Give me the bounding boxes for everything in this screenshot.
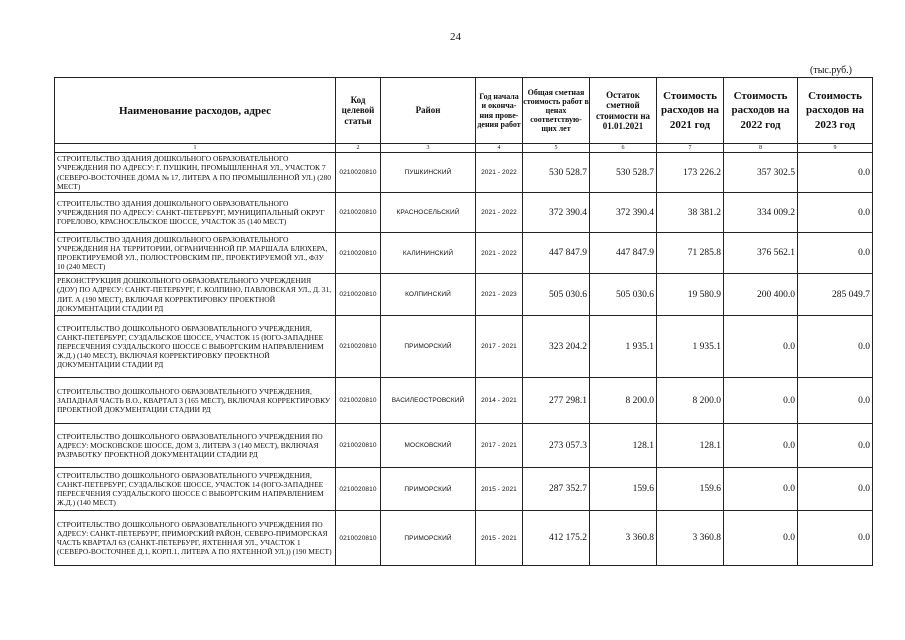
row-name: СТРОИТЕЛЬСТВО ДОШКОЛЬНОГО ОБРАЗОВАТЕЛЬНОГО УЧРЕЖДЕНИЯ, ЗАПАДНАЯ ЧАСТЬ В.О., КВАРТАЛ 3 (165 МЕСТ), ВКЛЮЧАЯ КОРРЕКТИРОВКУ ПРОЕКТНОЙ ДОКУМЕНТАЦИИ СТАДИИ РД — [55, 378, 336, 424]
row-cost-2021: 19 580.9 — [657, 274, 724, 316]
row-name: СТРОИТЕЛЬСТВО ЗДАНИЯ ДОШКОЛЬНОГО ОБРАЗОВАТЕЛЬНОГО УЧРЕЖДЕНИЯ НА ТЕРРИТОРИИ, ОГРАНИЧЕННОЙ ПР. МАРШАЛА БЛЮХЕРА, ПРОЕКТИРУЕМОЙ УЛ., ПОЛЮСТРОВСКИМ ПР., ПРОЕКТИРУЕМОЙ УЛ., ФЗУ 10 (240 МЕСТ) — [55, 233, 336, 274]
row-cost-2022: 200 400.0 — [724, 274, 798, 316]
row-cost-2021: 173 226.2 — [657, 153, 724, 193]
header-name: Наименование расходов, адрес — [55, 78, 336, 144]
header-years: Год начала и оконча-ния прове-дения работ — [476, 78, 523, 144]
row-total: 447 847.9 — [523, 233, 590, 274]
row-name: СТРОИТЕЛЬСТВО ДОШКОЛЬНОГО ОБРАЗОВАТЕЛЬНОГО УЧРЕЖДЕНИЯ ПО АДРЕСУ: МОСКОВСКОЕ ШОССЕ, ДОМ 3, ЛИТЕРА 3 (140 МЕСТ), ВКЛЮЧАЯ РАЗРАБОТКУ ПРОЕКТНОЙ ДОКУМЕНТАЦИИ СТАДИИ РД — [55, 424, 336, 468]
row-code: 0210020810 — [336, 378, 381, 424]
row-total: 287 352.7 — [523, 468, 590, 511]
row-code: 0210020810 — [336, 233, 381, 274]
row-district: ПРИМОРСКИЙ — [381, 511, 476, 566]
row-district: ВАСИЛЕОСТРОВСКИЙ — [381, 378, 476, 424]
row-remainder: 372 390.4 — [590, 193, 657, 233]
row-cost-2021: 1 935.1 — [657, 316, 724, 378]
column-number: 5 — [523, 144, 590, 153]
row-cost-2023: 0.0 — [798, 316, 873, 378]
row-years: 2015 - 2021 — [476, 511, 523, 566]
row-name: СТРОИТЕЛЬСТВО ЗДАНИЯ ДОШКОЛЬНОГО ОБРАЗОВАТЕЛЬНОГО УЧРЕЖДЕНИЯ ПО АДРЕСУ: Г. ПУШКИН, ПРОМЫШЛЕННАЯ УЛ., УЧАСТОК 7 (СЕВЕРО-ВОСТОЧНЕЕ ДОМА № 17, ЛИТЕРА А ПО ПРОМЫШЛЕННОЙ УЛ.) (280 МЕСТ) — [55, 153, 336, 193]
row-district: КРАСНОСЕЛЬСКИЙ — [381, 193, 476, 233]
row-code: 0210020810 — [336, 424, 381, 468]
column-number: 9 — [798, 144, 873, 153]
column-number: 4 — [476, 144, 523, 153]
row-name: СТРОИТЕЛЬСТВО ДОШКОЛЬНОГО ОБРАЗОВАТЕЛЬНОГО УЧРЕЖДЕНИЯ, САНКТ-ПЕТЕРБУРГ, СУЗДАЛЬСКОЕ ШОССЕ, УЧАСТОК 14 (ЮГО-ЗАПАДНЕЕ ПЕРЕСЕЧЕНИЯ СУЗДАЛЬСКОГО ШОССЕ С ВЫБОРГСКИМ НАПРАВЛЕНИЕМ Ж.Д.) (140 МЕСТ) — [55, 468, 336, 511]
row-total: 372 390.4 — [523, 193, 590, 233]
row-code: 0210020810 — [336, 468, 381, 511]
row-remainder: 159.6 — [590, 468, 657, 511]
row-years: 2017 - 2021 — [476, 316, 523, 378]
row-remainder: 447 847.9 — [590, 233, 657, 274]
row-years: 2017 - 2021 — [476, 424, 523, 468]
unit-label: (тыс.руб.) — [810, 65, 853, 76]
header-cost-2023: Стоимость расходов на 2023 год — [798, 78, 873, 144]
row-cost-2022: 0.0 — [724, 378, 798, 424]
row-years: 2014 - 2021 — [476, 378, 523, 424]
column-number: 6 — [590, 144, 657, 153]
column-number: 2 — [336, 144, 381, 153]
table-row — [55, 153, 873, 193]
row-years: 2015 - 2021 — [476, 468, 523, 511]
row-years: 2021 - 2022 — [476, 153, 523, 193]
page-number: 24 — [450, 31, 461, 43]
row-code: 0210020810 — [336, 511, 381, 566]
column-number: 3 — [381, 144, 476, 153]
header-district: Район — [381, 78, 476, 144]
row-cost-2022: 376 562.1 — [724, 233, 798, 274]
row-cost-2023: 285 049.7 — [798, 274, 873, 316]
row-remainder: 1 935.1 — [590, 316, 657, 378]
row-cost-2022: 0.0 — [724, 424, 798, 468]
header-row — [55, 78, 873, 144]
row-cost-2023: 0.0 — [798, 153, 873, 193]
row-name: СТРОИТЕЛЬСТВО ЗДАНИЯ ДОШКОЛЬНОГО ОБРАЗОВАТЕЛЬНОГО УЧРЕЖДЕНИЯ ПО АДРЕСУ: САНКТ-ПЕТЕРБУРГ, МУНИЦИПАЛЬНЫЙ ОКРУГ ГОРЕЛОВО, КРАСНОСЕЛЬСКОЕ ШОССЕ, УЧАСТОК 35 (140 МЕСТ) — [55, 193, 336, 233]
row-cost-2023: 0.0 — [798, 424, 873, 468]
row-years: 2021 - 2023 — [476, 274, 523, 316]
row-total: 412 175.2 — [523, 511, 590, 566]
row-cost-2023: 0.0 — [798, 233, 873, 274]
table-row — [55, 233, 873, 274]
row-total: 277 298.1 — [523, 378, 590, 424]
row-district: ПРИМОРСКИЙ — [381, 316, 476, 378]
row-cost-2021: 38 381.2 — [657, 193, 724, 233]
row-name: РЕКОНСТРУКЦИЯ ДОШКОЛЬНОГО ОБРАЗОВАТЕЛЬНОГО УЧРЕЖДЕНИЯ (ДОУ) ПО АДРЕСУ: САНКТ-ПЕТЕРБУРГ, Г. КОЛПИНО, ПАВЛОВСКАЯ УЛ., Д. 31, ЛИТ. А (190 МЕСТ), ВКЛЮЧАЯ КОРРЕКТИРОВКУ ПРОЕКТНОЙ ДОКУМЕНТАЦИИ СТАДИИ РД — [55, 274, 336, 316]
row-total: 323 204.2 — [523, 316, 590, 378]
row-cost-2021: 3 360.8 — [657, 511, 724, 566]
row-code: 0210020810 — [336, 274, 381, 316]
row-code: 0210020810 — [336, 153, 381, 193]
column-number-row — [55, 144, 873, 153]
row-district: КАЛИНИНСКИЙ — [381, 233, 476, 274]
row-total: 505 030.6 — [523, 274, 590, 316]
header-cost-2021: Стоимость расходов на 2021 год — [657, 78, 724, 144]
row-district: ПРИМОРСКИЙ — [381, 468, 476, 511]
table-row — [55, 511, 873, 566]
column-number: 7 — [657, 144, 724, 153]
row-district: КОЛПИНСКИЙ — [381, 274, 476, 316]
table-row — [55, 316, 873, 378]
header-cost-2022: Стоимость расходов на 2022 год — [724, 78, 798, 144]
row-cost-2022: 0.0 — [724, 468, 798, 511]
row-code: 0210020810 — [336, 193, 381, 233]
row-cost-2022: 0.0 — [724, 511, 798, 566]
row-years: 2021 - 2022 — [476, 193, 523, 233]
row-cost-2021: 71 285.8 — [657, 233, 724, 274]
row-total: 530 528.7 — [523, 153, 590, 193]
header-total: Общая сметная стоимость работ в ценах соответствую-щих лет — [523, 78, 590, 144]
row-district: МОСКОВСКИЙ — [381, 424, 476, 468]
row-cost-2022: 357 302.5 — [724, 153, 798, 193]
table-row — [55, 468, 873, 511]
budget-table — [54, 77, 873, 566]
row-name: СТРОИТЕЛЬСТВО ДОШКОЛЬНОГО ОБРАЗОВАТЕЛЬНОГО УЧРЕЖДЕНИЯ ПО АДРЕСУ: САНКТ-ПЕТЕРБУРГ, ПРИМОРСКИЙ РАЙОН, СЕВЕРО-ПРИМОРСКАЯ ЧАСТЬ КВАРТАЛ 63 (САНКТ-ПЕТЕРБУРГ, ЯХТЕННАЯ УЛ., УЧАСТОК 1 (СЕВЕРО-ВОСТОЧНЕЕ Д.1, КОРП.1, ЛИТЕРА А ПО ЯХТЕННОЙ УЛ.)) (190 МЕСТ) — [55, 511, 336, 566]
row-remainder: 505 030.6 — [590, 274, 657, 316]
row-cost-2022: 0.0 — [724, 316, 798, 378]
row-district: ПУШКИНСКИЙ — [381, 153, 476, 193]
row-remainder: 3 360.8 — [590, 511, 657, 566]
table-row — [55, 274, 873, 316]
row-total: 273 057.3 — [523, 424, 590, 468]
column-number: 1 — [55, 144, 336, 153]
row-cost-2021: 128.1 — [657, 424, 724, 468]
table-row — [55, 424, 873, 468]
table-row — [55, 193, 873, 233]
table-row — [55, 378, 873, 424]
row-cost-2023: 0.0 — [798, 511, 873, 566]
row-cost-2021: 8 200.0 — [657, 378, 724, 424]
row-cost-2022: 334 009.2 — [724, 193, 798, 233]
row-remainder: 128.1 — [590, 424, 657, 468]
header-remainder: Остаток сметной стоимости на 01.01.2021 — [590, 78, 657, 144]
row-years: 2021 - 2022 — [476, 233, 523, 274]
row-name: СТРОИТЕЛЬСТВО ДОШКОЛЬНОГО ОБРАЗОВАТЕЛЬНОГО УЧРЕЖДЕНИЯ, САНКТ-ПЕТЕРБУРГ, СУЗДАЛЬСКОЕ ШОССЕ, УЧАСТОК 15 (ЮГО-ЗАПАДНЕЕ ПЕРЕСЕЧЕНИЯ СУЗДАЛЬСКОГО ШОССЕ С ВЫБОРГСКИМ НАПРАВЛЕНИЕМ Ж.Д.) (140 МЕСТ), ВКЛЮЧАЯ КОРРЕКТИРОВКУ ПРОЕКТНОЙ ДОКУМЕНТАЦИИ СТАДИИ РД — [55, 316, 336, 378]
header-code: Код целевой статьи — [336, 78, 381, 144]
row-cost-2023: 0.0 — [798, 378, 873, 424]
row-code: 0210020810 — [336, 316, 381, 378]
column-number: 8 — [724, 144, 798, 153]
row-remainder: 8 200.0 — [590, 378, 657, 424]
row-cost-2021: 159.6 — [657, 468, 724, 511]
row-cost-2023: 0.0 — [798, 193, 873, 233]
row-remainder: 530 528.7 — [590, 153, 657, 193]
row-cost-2023: 0.0 — [798, 468, 873, 511]
